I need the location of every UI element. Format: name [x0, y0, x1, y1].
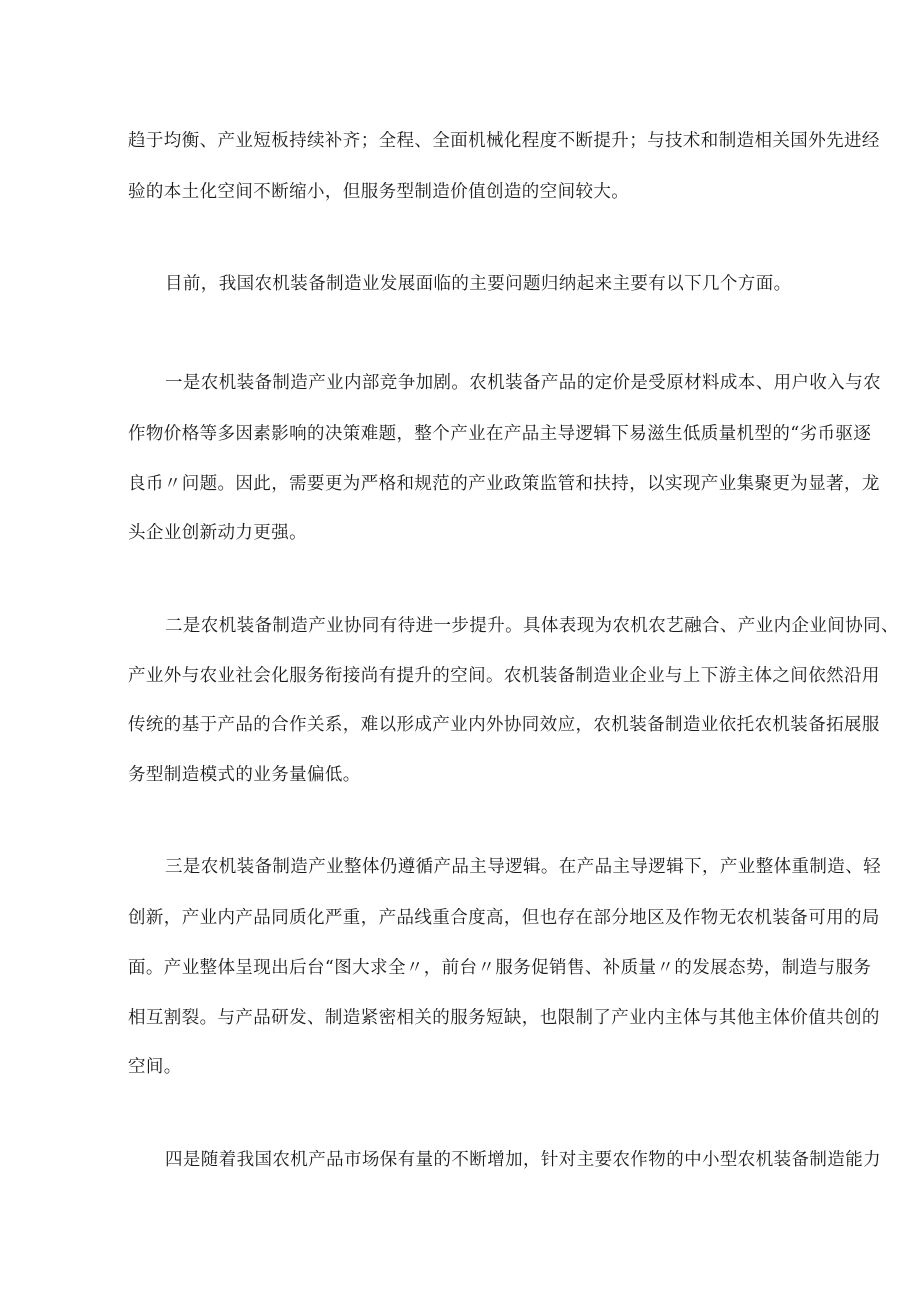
paragraph-4-line-2: 产业外与农业社会化服务衔接尚有提升的空间。农机装备制造业企业与上下游主体之间依然沿用 [128, 666, 880, 686]
paragraph-1-line-2: 验的本土化空间不断缩小，但服务型制造价值创造的空间较大。 [128, 182, 630, 202]
paragraph-4-line-4: 务型制造模式的业务量偏低。 [128, 765, 361, 785]
paragraph-3-line-4: 头企业创新动力更强。 [128, 523, 307, 543]
paragraph-3-line-2: 作物价格等多因素影响的决策难题，整个产业在产品主导逻辑下易滋生低质量机型的“劣币驱逐 [128, 424, 872, 444]
paragraph-4-line-3: 传统的基于产品的合作关系，难以形成产业内外协同效应，农机装备制造业依托农机装备拓展服 [128, 715, 880, 735]
paragraph-3-line-3: 良币〃问题。因此，需要更为严格和规范的产业政策监管和扶持，以实现产业集聚更为显著，龙 [128, 474, 880, 494]
paragraph-5-line-1: 三是农机装备制造产业整体仍遵循产品主导逻辑。在产品主导逻辑下，产业整体重制造、轻 [165, 857, 881, 877]
paragraph-5-line-3: 面。产业整体呈现出后台“图大求全〃，前台〃服务促销售、补质量〃的发展态势，制造与服务 [128, 958, 872, 978]
paragraph-5-line-2: 创新，产业内产品同质化严重，产品线重合度高，但也存在部分地区及作物无农机装备可用的局 [128, 908, 880, 928]
paragraph-4-line-1: 二是农机装备制造产业协同有待进一步提升。具体表现为农机农艺融合、产业内企业间协同、 [165, 616, 899, 636]
paragraph-2-line-1: 目前，我国农机装备制造业发展面临的主要问题归纳起来主要有以下几个方面。 [165, 274, 792, 294]
paragraph-3-line-1: 一是农机装备制造产业内部竞争加剧。农机装备产品的定价是受原材料成本、用户收入与农 [165, 373, 881, 393]
paragraph-1-line-1: 趋于均衡、产业短板持续补齐；全程、全面机械化程度不断提升；与技术和制造相关国外先进经 [128, 131, 880, 151]
paragraph-6-line-1: 四是随着我国农机产品市场保有量的不断增加，针对主要农作物的中小型农机装备制造能力 [165, 1150, 881, 1170]
paragraph-5-line-5: 空间。 [128, 1057, 182, 1077]
paragraph-5-line-4: 相互割裂。与产品研发、制造紧密相关的服务短缺，也限制了产业内主体与其他主体价值共创的 [128, 1008, 880, 1028]
